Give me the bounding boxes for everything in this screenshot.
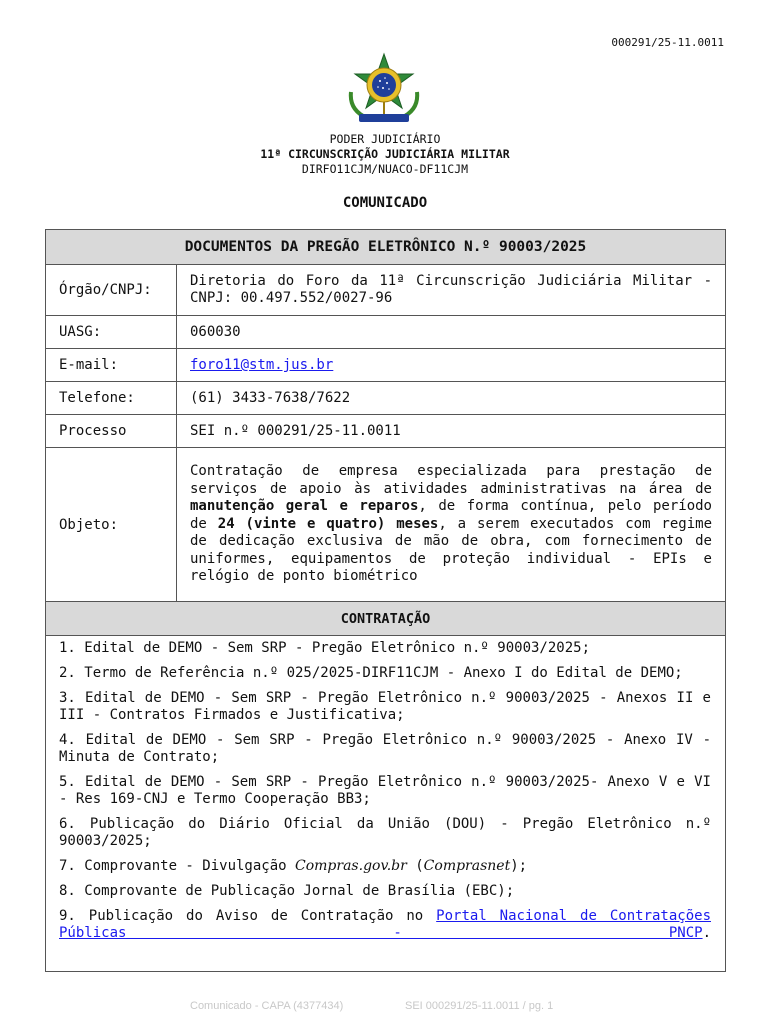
item7-site: Compras.gov.br [295,858,407,874]
list-item: 6. Publicação do Diário Oficial da União (DOU) - Pregão Eletrônico n.º 90003/2025; [59,816,711,849]
row-value-email [177,349,726,382]
row-value-objeto [177,448,726,602]
list-item: 1. Edital de DEMO - Sem SRP - Pregão Eletrônico n.º 90003/2025; [59,640,591,656]
table-row [46,316,726,349]
contratacao-heading: CONTRATAÇÃO [46,602,726,636]
item9-suffix: . [702,925,711,941]
list-item: 8. Comprovante de Publicação Jornal de Brasília (EBC); [59,883,515,899]
item7-close: ); [510,858,528,874]
footer-right: SEI 000291/25-11.0011 / pg. 1 [405,1000,554,1012]
list-item [59,908,711,942]
item9-prefix: 9. Publicação do Aviso de Contratação no [59,908,437,924]
table-row [46,349,726,382]
header-line-2: 11ª CIRCUNSCRIÇÃO JUDICIÁRIA MILITAR [260,147,510,161]
row-value-telefone: (61) 3433-7638/7622 [177,382,726,415]
row-label-telefone: Telefone: [46,382,177,415]
list-item [59,858,711,875]
list-item: 4. Edital de DEMO - Sem SRP - Pregão Eletrônico n.º 90003/2025 - Anexo IV - Minuta de Contrato; [59,732,711,765]
item7-name: Comprasnet [423,858,511,874]
list-item: 3. Edital de DEMO - Sem SRP - Pregão Eletrônico n.º 90003/2025 - Anexos II e III - Contratos Firmados e Justificativa; [59,690,711,723]
row-value-orgao: Diretoria do Foro da 11ª Circunscrição Judiciária Militar - CNPJ: 00.497.552/0027-96 [177,265,726,316]
pncp-link[interactable]: Portal Nacional de Contratações Públicas - PNCP [59,908,711,941]
table-heading: DOCUMENTOS DA PREGÃO ELETRÔNICO N.º 90003/2025 [46,230,726,265]
objeto-bold-1: manutenção geral e reparos [190,498,419,515]
contratacao-list [46,636,726,972]
objeto-text-3: , a serem executados com regime de dedicação exclusiva de mão de obra, com fornecimento de uniformes, equipamentos de proteção individual - EPIs e relógio de ponto biométrico [190,515,712,585]
table-row [46,448,726,602]
header-line-1: PODER JUDICIÁRIO [329,132,441,146]
objeto-bold-2: 24 (vinte e quatro) meses [217,515,439,532]
row-value-processo: SEI n.º 000291/25-11.0011 [177,415,726,448]
table-row [46,265,726,316]
email-link[interactable]: foro11@stm.jus.br [190,357,334,373]
objeto-text-1: Contratação de empresa especializada para prestação de serviços de apoio às atividades administrativas na área de [190,463,712,497]
objeto-text-2: , de forma contínua, pelo período de [190,498,712,532]
item7-prefix: 7. Comprovante - Divulgação [59,858,296,874]
list-item: 5. Edital de DEMO - Sem SRP - Pregão Eletrônico n.º 90003/2025- Anexo V e VI - Res 169-CNJ e Termo Cooperação BB3; [59,774,711,807]
document-number: 000291/25-11.0011 [611,36,724,49]
brazil-coat-of-arms-icon [345,52,423,126]
page-title: COMUNICADO [342,195,428,211]
row-label-email: E-mail: [46,349,177,382]
row-label-processo: Processo [46,415,177,448]
header-line-3: DIRFO11CJM/NUACO-DF11CJM [301,162,469,176]
row-label-uasg: UASG: [46,316,177,349]
table-row [46,415,726,448]
documents-table [45,229,726,972]
row-label-objeto: Objeto: [46,448,177,602]
row-value-uasg: 060030 [177,316,726,349]
list-item: 2. Termo de Referência n.º 025/2025-DIRF11CJM - Anexo I do Edital de DEMO; [59,665,683,681]
row-label-orgao: Órgão/CNPJ: [46,265,177,316]
table-row [46,382,726,415]
footer-left: Comunicado - CAPA (4377434) [190,1000,344,1012]
header-block [0,132,770,177]
item7-open: ( [406,858,424,874]
